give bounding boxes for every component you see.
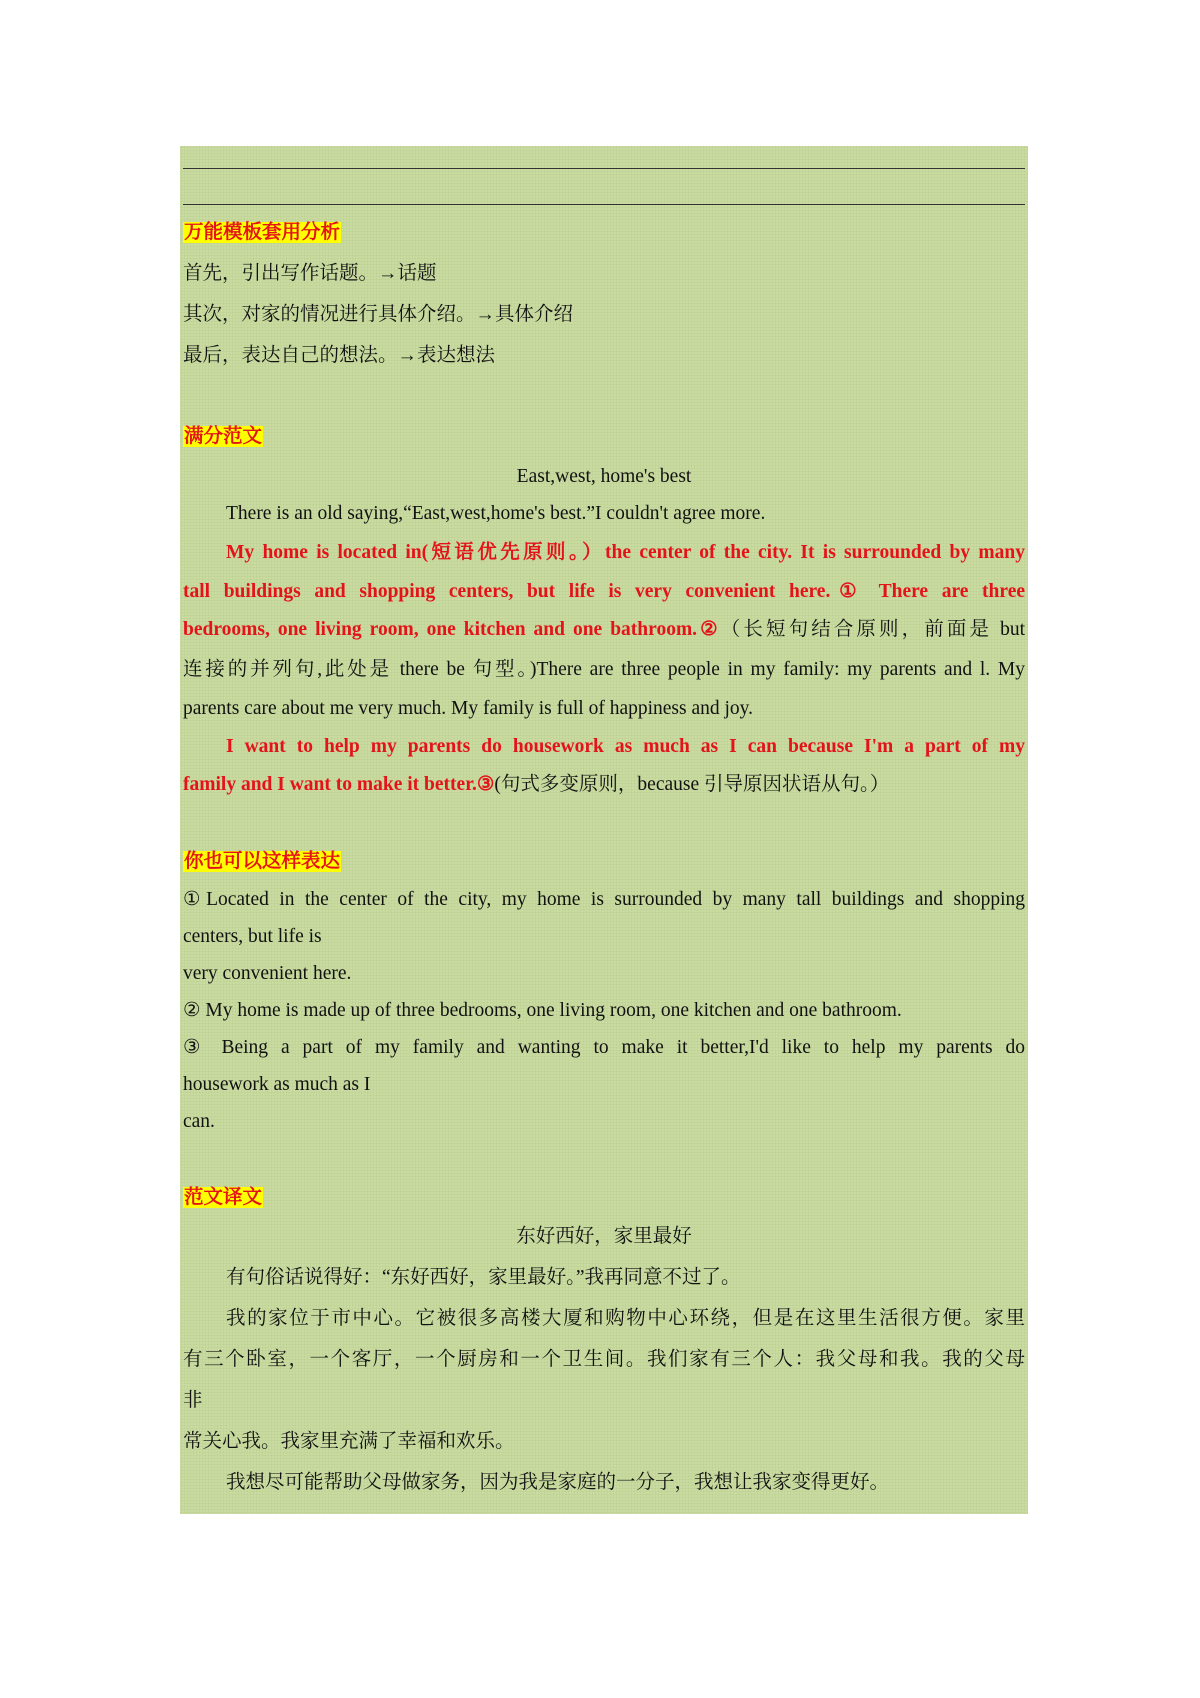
alternative-1-line-1: ①Located in the center of the city, my home is surrounded by many tall buildings and shopping xyxy=(183,889,1025,910)
translation-paragraph-3: 我想尽可能帮助父母做家务，因为我是家庭的一分子，我想让我家变得更好。 xyxy=(226,1472,890,1493)
template-line-2: 其次，对家的情况进行具体介绍。→具体介绍 xyxy=(183,304,574,325)
translation-title: 东好西好，家里最好 xyxy=(516,1226,692,1247)
alternative-3-line-1: ③ Being a part of my family and wanting to make it better,I'd like to help my parents do xyxy=(183,1037,1025,1058)
alternatives-heading-row xyxy=(183,850,1025,874)
model-p3-line-1: I want to help my parents do housework as much as I can because I'm a part of my xyxy=(226,736,1025,757)
alternatives-heading: 你也可以这样表达 xyxy=(184,851,341,872)
alternative-1-line-3: very convenient here. xyxy=(183,963,352,984)
translation-p2-line-1: 我的家位于市中心。它被很多高楼大厦和购物中心环绕，但是在这里生活很方便。家里 xyxy=(226,1308,1025,1329)
model-p2-line-5: parents care about me very much. My family is full of happiness and joy. xyxy=(183,698,754,719)
model-p2-line-1: My home is located in(短语优先原则。）the center of the city. It is surrounded by many xyxy=(226,542,1025,563)
template-heading-row xyxy=(183,221,1025,245)
alternative-1-line-2: centers, but life is xyxy=(183,926,322,947)
model-p3-line-2 xyxy=(183,773,1025,797)
model-p2-line-3 xyxy=(183,618,1025,642)
alternative-3-line-3: can. xyxy=(183,1111,215,1132)
model-title: East,west, home's best xyxy=(516,466,692,487)
model-heading-row xyxy=(183,425,1025,449)
model-p2-line-3-note: （长短句结合原则，前面是 but xyxy=(720,619,1025,640)
model-heading: 满分范文 xyxy=(184,426,263,447)
template-line-1: 首先，引出写作话题。→话题 xyxy=(183,263,437,284)
model-p2-line-3-red: bedrooms, one living room, one kitchen and one bathroom.② xyxy=(183,619,721,640)
translation-p2-line-4: 常关心我。我家里充满了幸福和欢乐。 xyxy=(183,1431,515,1452)
template-line-3: 最后，表达自己的想法。→表达想法 xyxy=(183,345,496,366)
model-p2-line-2: tall buildings and shopping centers, but life is very convenient here.① There are three xyxy=(183,581,1025,602)
translation-p2-line-3: 非 xyxy=(183,1390,203,1411)
model-p2-line-4: 连接的并列句,此处是 there be 句型。)There are three people in my family: my parents and l. My xyxy=(183,659,1025,680)
model-p3-line-2-note: (句式多变原则，because 引导原因状语从句。） xyxy=(494,774,890,795)
template-heading: 万能模板套用分析 xyxy=(184,222,341,243)
alternative-3-line-2: housework as much as I xyxy=(183,1074,371,1095)
model-p3-line-2-red: family and I want to make it better.③ xyxy=(183,774,495,795)
answer-line-2 xyxy=(183,204,1025,205)
document-panel xyxy=(180,146,1028,1514)
translation-p2-line-2: 有三个卧室，一个客厅，一个厨房和一个卫生间。我们家有三个人：我父母和我。我的父母 xyxy=(183,1349,1025,1370)
translation-heading-row xyxy=(183,1186,1025,1210)
translation-heading: 范文译文 xyxy=(184,1187,263,1208)
model-paragraph-1: There is an old saying,“East,west,home's best.”I couldn't agree more. xyxy=(226,503,766,524)
answer-line-1 xyxy=(183,168,1025,169)
alternative-2: ② My home is made up of three bedrooms, one living room, one kitchen and one bathroom. xyxy=(183,1000,902,1021)
translation-paragraph-1: 有句俗话说得好：“东好西好，家里最好。”我再同意不过了。 xyxy=(226,1267,741,1288)
